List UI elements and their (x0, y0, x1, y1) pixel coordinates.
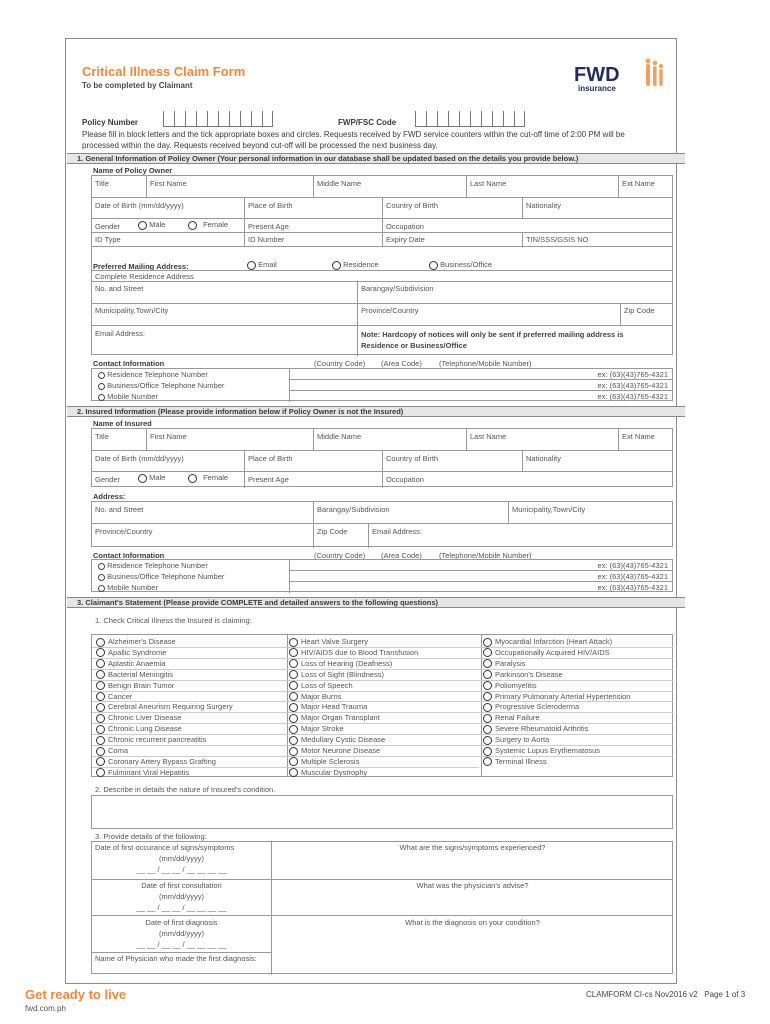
illness-label: Cancer (108, 691, 133, 701)
illness-label: Multiple Sclerosis (301, 756, 360, 766)
expiry-date-label: Expiry Date (386, 235, 425, 244)
female-option[interactable]: Female (188, 220, 228, 230)
policy-number-boxes[interactable] (163, 111, 273, 127)
contact-mobile[interactable]: Mobile Number (98, 392, 158, 401)
example-number: ex: (63)(43)765-4321 (597, 392, 668, 401)
page-number: Page 1 of 3 (704, 990, 746, 999)
illness-checkbox[interactable] (96, 692, 105, 701)
illness-option[interactable] (96, 670, 173, 680)
insured-contact-table[interactable] (91, 559, 673, 592)
form-subtitle: To be completed by Claimant (82, 81, 193, 90)
illness-option[interactable] (483, 637, 612, 647)
illness-checkbox[interactable] (483, 725, 492, 734)
illness-label: Loss of Hearing (Deafness) (301, 658, 393, 668)
illness-option[interactable] (96, 681, 174, 691)
illness-checkbox[interactable] (483, 681, 492, 690)
illness-label: Motor Neurone Disease (301, 746, 381, 755)
illness-option[interactable] (289, 670, 384, 680)
illness-checkbox[interactable] (483, 747, 492, 756)
illness-option[interactable] (96, 757, 216, 767)
illness-label: Renal Failure (495, 713, 540, 723)
country-code-label: (Country Code) (314, 359, 366, 368)
illness-checkbox[interactable] (96, 703, 105, 712)
illness-label: Muscular Dystrophy (301, 767, 368, 777)
title-label: Title (95, 179, 109, 188)
physician-name-label: Name of Physician who made the first diagnosis: (95, 954, 257, 963)
municipality-label: Municipality,Town/City (95, 306, 169, 315)
illness-checkbox[interactable] (96, 736, 105, 745)
illness-checkbox[interactable] (483, 736, 492, 745)
illness-option[interactable] (289, 692, 341, 702)
instructions: Please fill in block letters and the tick appropriate boxes and circles. Requests received by FWD service counters within the cut-off time of 2:00 PM will be processed within the day. Requests received beyond cut-off will be processed the next business day. (82, 130, 625, 150)
illness-label: Occupationally Acquired HIV/AIDS (495, 647, 610, 657)
illness-checklist[interactable] (91, 634, 673, 777)
illness-label: Systemic Lupus Erythematosus (495, 746, 601, 755)
details-table[interactable] (91, 841, 673, 974)
first-signs-label: Date of first occurance of signs/symptoms (95, 843, 235, 852)
illness-option[interactable] (289, 724, 344, 734)
illness-label: Loss of Sight (Blindness) (301, 669, 384, 679)
illness-label: Severe Rheumatoid Arthritis (495, 724, 589, 734)
example-number: ex: (63)(43)765-4321 (597, 583, 668, 592)
owner-name-heading: Name of Policy Owner (93, 166, 173, 175)
illness-checkbox[interactable] (289, 638, 298, 647)
illness-checkbox[interactable] (96, 768, 105, 777)
first-name-label: First Name (150, 179, 187, 188)
people-icon (646, 59, 664, 87)
male-radio[interactable] (138, 221, 147, 230)
illness-option[interactable] (289, 713, 380, 723)
illness-option[interactable] (289, 648, 418, 658)
insured-contact-business[interactable]: Business/Office Telephone Number (98, 572, 224, 581)
mailing-email-option[interactable]: Email (247, 260, 277, 270)
illness-option[interactable] (289, 757, 359, 767)
tagline: Get ready to live (25, 987, 127, 1002)
fwd-logo (572, 57, 668, 99)
insured-no-street-label: No. and Street (95, 505, 144, 514)
illness-label: Surgery to Aorta (495, 735, 550, 745)
illness-checkbox[interactable] (96, 638, 105, 647)
illness-option[interactable] (483, 724, 588, 734)
owner-contact-table[interactable] (91, 368, 673, 401)
illness-checkbox[interactable] (289, 692, 298, 701)
contact-info-label: Contact Information (93, 359, 165, 368)
illness-option[interactable] (483, 757, 547, 767)
illness-label: Major Burns (301, 691, 342, 701)
illness-label: Chronic Lung Disease (108, 724, 182, 734)
insured-male-option[interactable]: Male (138, 473, 165, 483)
mailing-residence-option[interactable]: Residence (332, 260, 379, 270)
illness-checkbox[interactable] (483, 692, 492, 701)
illness-checkbox[interactable] (289, 736, 298, 745)
illness-option[interactable] (96, 659, 166, 669)
insured-address-label: Address: (93, 492, 126, 501)
illness-label: Chronic Liver Disease (108, 713, 182, 723)
illness-checkbox[interactable] (289, 768, 298, 777)
insured-province-label: Province/Country (95, 527, 153, 536)
tel-mobile-label: (Telephone/Mobile Number) (439, 359, 532, 368)
mailing-note: Note: Hardcopy of notices will only be sent if preferred mailing address is Residence or Business/Office (361, 330, 624, 350)
insured-ext-name-label: Ext Name (622, 432, 655, 441)
illness-label: Terminal Illness (495, 756, 547, 766)
illness-option[interactable] (483, 713, 540, 723)
place-of-birth-label: Place of Birth (248, 201, 293, 210)
illness-option[interactable] (289, 681, 353, 691)
illness-option[interactable] (289, 702, 367, 712)
illness-option[interactable] (96, 702, 233, 712)
insured-female-option[interactable]: Female (188, 473, 228, 483)
illness-option[interactable] (96, 637, 176, 647)
insured-occupation-label: Occupation (386, 475, 424, 484)
nationality-label: Nationality (526, 201, 562, 210)
insured-country-code-label: (Country Code) (314, 551, 366, 560)
barangay-label: Barangay/Subdivision (361, 284, 434, 293)
illness-checkbox[interactable] (96, 714, 105, 723)
illness-checkbox[interactable] (483, 714, 492, 723)
illness-label: Myocardial Infarction (Heart Attack) (495, 637, 613, 646)
illness-checkbox[interactable] (289, 659, 298, 668)
gender-label: Gender (95, 222, 121, 231)
contact-business[interactable]: Business/Office Telephone Number (98, 381, 224, 390)
insured-first-name-label: First Name (150, 432, 187, 441)
last-name-label: Last Name (470, 179, 507, 188)
illness-label: Progressive Scleroderma (495, 702, 580, 712)
owner-address-table[interactable] (91, 270, 673, 355)
insured-dob-label: Date of Birth (mm/dd/yyyy) (95, 454, 184, 463)
illness-checkbox[interactable] (483, 703, 492, 712)
email-address-label: Email Address: (95, 329, 146, 338)
illness-label: Major Stroke (301, 724, 344, 734)
illness-checkbox[interactable] (289, 725, 298, 734)
insured-country-of-birth-label: Country of Birth (386, 454, 439, 463)
owner-info-table[interactable] (91, 175, 673, 271)
illness-checkbox[interactable] (289, 703, 298, 712)
insured-barangay-label: Barangay/Subdivision (317, 505, 390, 514)
middle-name-label: Middle Name (317, 179, 362, 188)
no-street-label: No. and Street (95, 284, 144, 293)
illness-label: Coma (108, 746, 129, 755)
question-2: 2. Describe in details the nature of Insured's condition. (95, 785, 276, 794)
illness-label: Poliomyelitis (495, 680, 537, 690)
first-consult-label: Date of first consultation (141, 881, 222, 890)
example-number: ex: (63)(43)765-4321 (597, 572, 668, 581)
id-number-label: ID Number (248, 235, 285, 244)
illness-label: Alzheimer's Disease (108, 637, 176, 646)
diagnosis-question: What is the diagnosis on your condition? (405, 918, 540, 927)
illness-label: Major Organ Transplant (301, 713, 380, 723)
insured-name-heading: Name of Insured (93, 419, 152, 428)
condition-description-box[interactable] (91, 795, 673, 829)
illness-checkbox[interactable] (96, 757, 105, 766)
illness-option[interactable] (483, 659, 525, 669)
illness-label: Coronary Artery Bypass Grafting (108, 756, 216, 766)
example-number: ex: (63)(43)765-4321 (597, 381, 668, 390)
illness-option[interactable] (96, 713, 181, 723)
illness-checkbox[interactable] (96, 670, 105, 679)
insured-email-label: Email Address: (372, 527, 423, 536)
example-number: ex: (63)(43)765-4321 (597, 370, 668, 379)
illness-checkbox[interactable] (483, 638, 492, 647)
illness-checkbox[interactable] (289, 648, 298, 657)
illness-checkbox[interactable] (96, 681, 105, 690)
illness-label: Chronic recurrent pancreatitis (108, 735, 207, 745)
illness-label: Primary Pulmonary Arterial Hypertension (495, 691, 631, 701)
date-format-2: (mm/dd/yyyy) (159, 892, 204, 901)
illness-label: Paralysis (495, 658, 526, 668)
logo-text: FWD (574, 64, 620, 86)
illness-option[interactable] (96, 692, 132, 702)
illness-checkbox[interactable] (289, 681, 298, 690)
illness-checkbox[interactable] (483, 659, 492, 668)
logo-subtext: insurance (578, 84, 616, 93)
illness-label: Bacterial Meningitis (108, 669, 174, 679)
policy-number-label: Policy Number (82, 118, 139, 127)
date-blank-2[interactable]: __ __ / __ __ / __ __ __ __ (136, 903, 227, 912)
illness-option[interactable] (289, 637, 368, 647)
illness-option[interactable] (483, 746, 600, 756)
signs-question: What are the signs/symptoms experienced? (399, 843, 546, 852)
id-type-label: ID Type (95, 235, 121, 244)
insured-gender-label: Gender (95, 475, 121, 484)
illness-label: Cerebral Aneurism Requiring Surgery (108, 702, 233, 712)
insured-contact-residence[interactable]: Residence Telephone Number (98, 561, 208, 570)
insured-area-code-label: (Area Code) (381, 551, 422, 560)
illness-checkbox[interactable] (483, 757, 492, 766)
male-option[interactable]: Male (138, 220, 165, 230)
illness-option[interactable] (96, 746, 128, 756)
illness-checkbox[interactable] (96, 648, 105, 657)
illness-option[interactable] (289, 659, 392, 669)
complete-residence-label: Complete Residence Address (95, 272, 194, 281)
fwp-code-boxes[interactable] (415, 111, 525, 127)
illness-option[interactable] (96, 735, 206, 745)
illness-checkbox[interactable] (96, 725, 105, 734)
illness-label: Aplastic Anaemia (108, 658, 166, 668)
section-1-header: 1. General Information of Policy Owner (Your personal information in our database shall be updated based on the details you provide below.) (67, 153, 685, 164)
preferred-mailing-label: Preferred Mailing Address: (93, 262, 189, 271)
website: fwd.com.ph (25, 1004, 66, 1013)
illness-checkbox[interactable] (96, 659, 105, 668)
illness-label: Heart Valve Surgery (301, 637, 368, 646)
illness-label: Major Head Trauma (301, 702, 368, 712)
physician-advise-question: What was the physician's advise? (416, 881, 529, 890)
female-radio[interactable] (188, 221, 197, 230)
illness-checkbox[interactable] (289, 757, 298, 766)
date-blank-3[interactable]: __ __ / __ __ / __ __ __ __ (136, 940, 227, 949)
illness-label: Parkinson's Disease (495, 669, 563, 679)
insured-place-of-birth-label: Place of Birth (248, 454, 293, 463)
illness-option[interactable] (483, 670, 563, 680)
illness-option[interactable] (483, 692, 630, 702)
insured-contact-info-label: Contact Information (93, 551, 165, 560)
illness-label: Benign Brain Tumor (108, 680, 175, 690)
question-1: 1. Check Critical Illness the Insured is claiming: (95, 616, 252, 625)
illness-option[interactable] (96, 648, 166, 658)
insured-contact-mobile[interactable]: Mobile Number (98, 583, 158, 592)
insured-info-table[interactable] (91, 428, 673, 487)
illness-checkbox[interactable] (289, 714, 298, 723)
insured-title-label: Title (95, 432, 109, 441)
illness-option[interactable] (96, 768, 189, 778)
illness-option[interactable] (289, 768, 367, 778)
form-page (65, 38, 677, 984)
illness-checkbox[interactable] (289, 747, 298, 756)
illness-checkbox[interactable] (483, 670, 492, 679)
insured-middle-name-label: Middle Name (317, 432, 362, 441)
illness-option[interactable] (483, 702, 579, 712)
insured-address-table[interactable] (91, 501, 673, 547)
insured-zip-label: Zip Code (317, 527, 348, 536)
illness-option[interactable] (483, 735, 549, 745)
occupation-label: Occupation (386, 222, 424, 231)
zip-label: Zip Code (624, 306, 655, 315)
form-title: Critical Illness Claim Form (82, 64, 246, 79)
date-blank-1[interactable]: __ __ / __ __ / __ __ __ __ (136, 865, 227, 874)
date-format-3: (mm/dd/yyyy) (159, 929, 204, 938)
form-code-and-page (586, 990, 745, 1000)
mailing-business-option[interactable]: Business/Office (429, 260, 492, 270)
insured-municipality-label: Municipality,Town/City (512, 505, 586, 514)
dob-label: Date of Birth (mm/dd/yyyy) (95, 201, 184, 210)
ext-name-label: Ext Name (622, 179, 655, 188)
illness-checkbox[interactable] (483, 648, 492, 657)
illness-option[interactable] (483, 681, 537, 691)
country-of-birth-label: Country of Birth (386, 201, 439, 210)
illness-option[interactable] (289, 746, 380, 756)
contact-residence[interactable]: Residence Telephone Number (98, 370, 208, 379)
section-2-header: 2. Insured Information (Please provide information below if Policy Owner is not the Insured) (67, 406, 685, 417)
question-3: 3. Provide details of the following: (95, 832, 207, 841)
insured-present-age-label: Present Age (248, 475, 289, 484)
insured-nationality-label: Nationality (526, 454, 562, 463)
illness-label: HIV/AIDS due to Blood Transfusion (301, 647, 419, 657)
fwp-code-label: FWP/FSC Code (338, 118, 397, 127)
illness-checkbox[interactable] (96, 747, 105, 756)
insured-tel-mobile-label: (Telephone/Mobile Number) (439, 551, 532, 560)
first-diagnosis-label: Date of first diagnosis (145, 918, 218, 927)
insured-last-name-label: Last Name (470, 432, 507, 441)
illness-option[interactable] (483, 648, 610, 658)
illness-label: Fulminant Viral Hepatitis (108, 767, 190, 777)
form-code: CLAMFORM CI-cs Nov2016 v2 (586, 990, 698, 999)
date-format-1: (mm/dd/yyyy) (159, 854, 204, 863)
illness-label: Medullary Cystic Disease (301, 735, 386, 745)
illness-checkbox[interactable] (289, 670, 298, 679)
section-3-header: 3. Claimant's Statement (Please provide COMPLETE and detailed answers to the following questions) (67, 597, 685, 608)
province-label: Province/Country (361, 306, 419, 315)
example-number: ex: (63)(43)765-4321 (597, 561, 668, 570)
tin-label: TIN/SSS/GSIS NO (526, 235, 589, 244)
illness-label: Loss of Speech (301, 680, 353, 690)
present-age-label: Present Age (248, 222, 289, 231)
illness-option[interactable] (289, 735, 385, 745)
illness-option[interactable] (96, 724, 182, 734)
illness-label: Apallic Syndrome (108, 647, 167, 657)
area-code-label: (Area Code) (381, 359, 422, 368)
